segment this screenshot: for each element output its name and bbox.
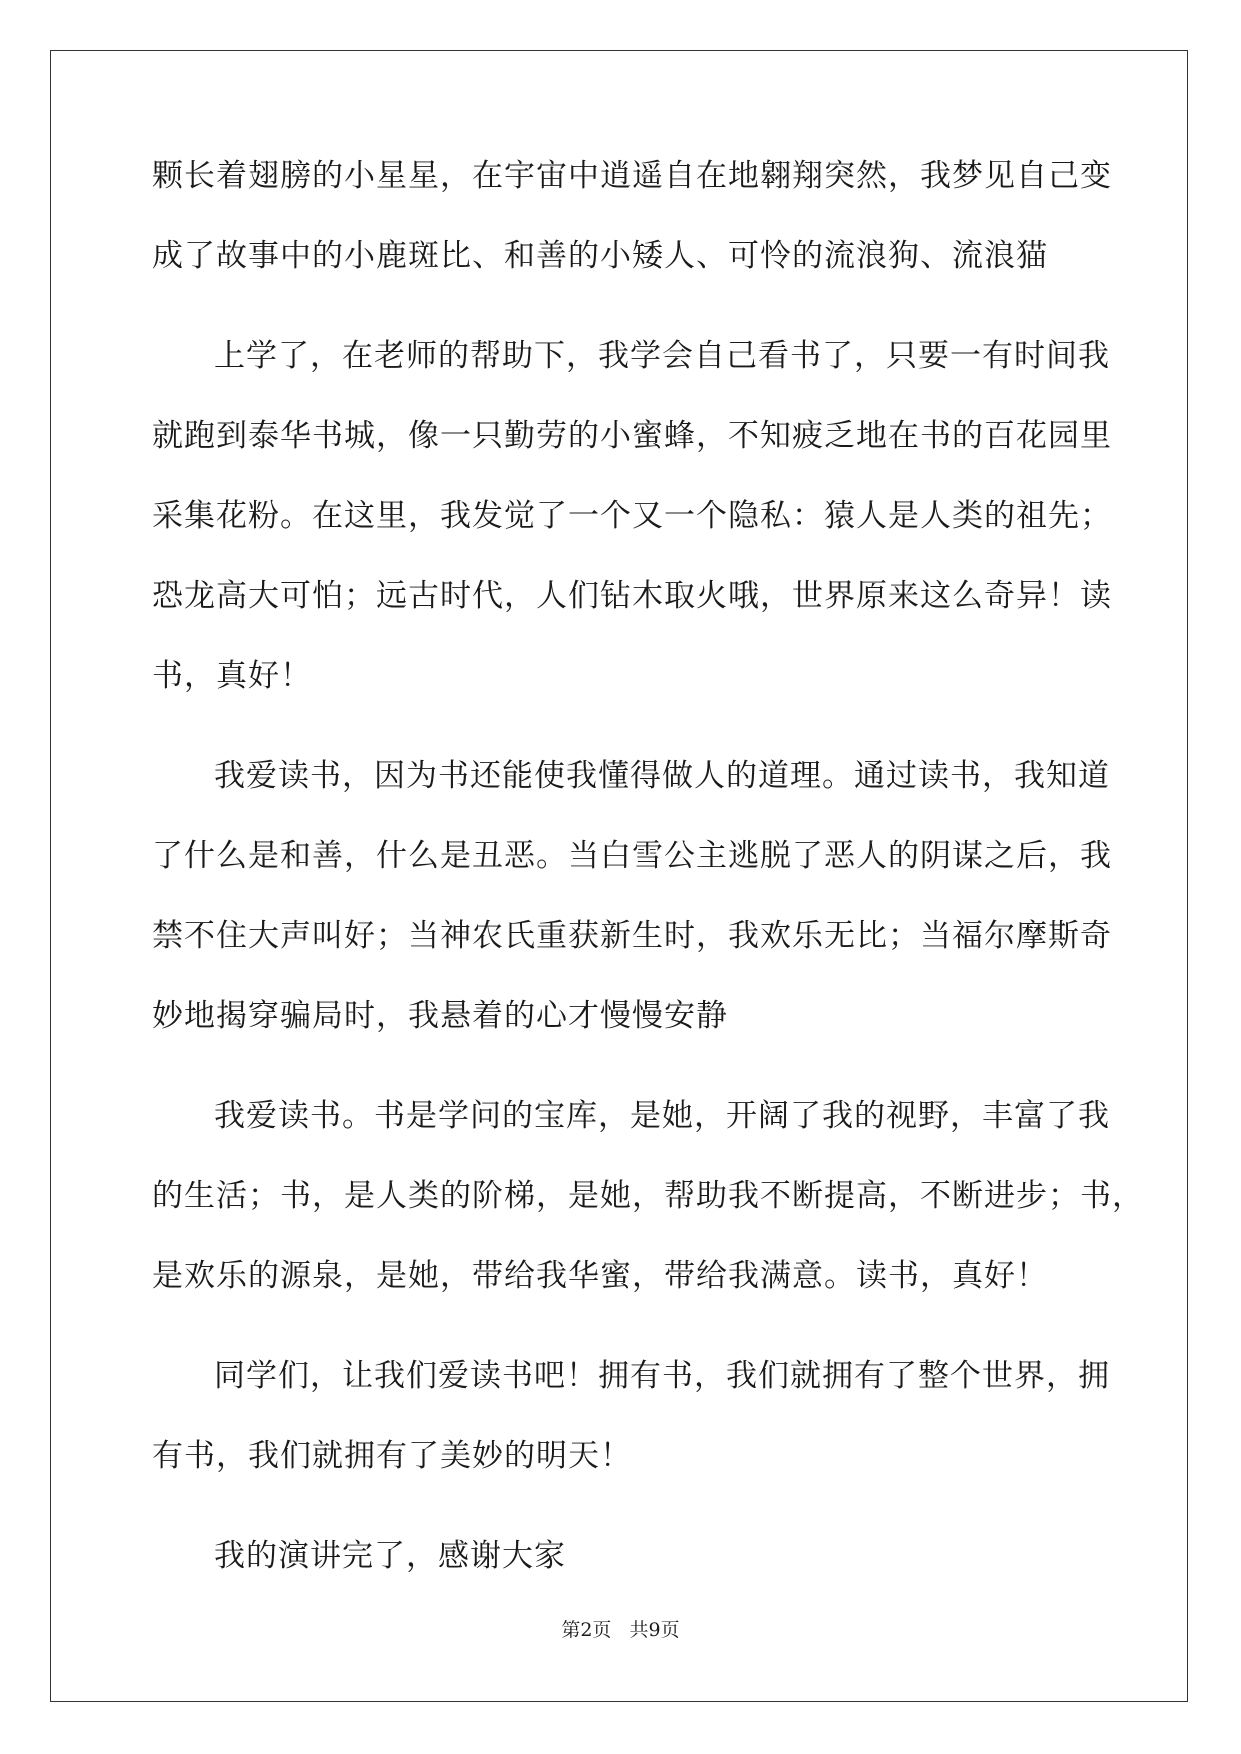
text-line: 就跑到泰华书城，像一只勤劳的小蜜蜂，不知疲乏地在书的百花园里 [152, 418, 1112, 454]
text-line: 是欢乐的源泉，是她，带给我华蜜，带给我满意。读书，真好！ [152, 1258, 1048, 1294]
text-line: 禁不住大声叫好；当神农氏重获新生时，我欢乐无比；当福尔摩斯奇 [152, 918, 1112, 954]
text-line: 我爱读书，因为书还能使我懂得做人的道理。通过读书，我知道 [214, 758, 1110, 794]
text-line: 我的演讲完了，感谢大家 [214, 1538, 566, 1574]
text-line: 我爱读书。书是学问的宝库，是她，开阔了我的视野，丰富了我 [214, 1098, 1110, 1134]
text-line: 有书，我们就拥有了美妙的明天！ [152, 1438, 632, 1474]
text-line: 恐龙高大可怕；远古时代，人们钻木取火哦，世界原来这么奇异！读 [152, 578, 1112, 614]
text-line: 书，真好！ [152, 658, 312, 694]
text-line: 成了故事中的小鹿斑比、和善的小矮人、可怜的流浪狗、流浪猫 [152, 238, 1048, 274]
text-line: 颗长着翅膀的小星星，在宇宙中逍遥自在地翱翔突然，我梦见自己变 [152, 158, 1112, 194]
text-line: 妙地揭穿骗局时，我悬着的心才慢慢安静 [152, 998, 728, 1034]
page-number: 第2页 共9页 [561, 1619, 680, 1641]
text-line: 了什么是和善，什么是丑恶。当白雪公主逃脱了恶人的阴谋之后，我 [152, 838, 1112, 874]
text-line: 的生活；书，是人类的阶梯，是她，帮助我不断提高，不断进步；书， [152, 1178, 1144, 1214]
text-line: 同学们，让我们爱读书吧！拥有书，我们就拥有了整个世界，拥 [214, 1358, 1110, 1394]
text-line: 采集花粉。在这里，我发觉了一个又一个隐私：猿人是人类的祖先； [152, 498, 1112, 534]
text-line: 上学了，在老师的帮助下，我学会自己看书了，只要一有时间我 [214, 338, 1110, 374]
